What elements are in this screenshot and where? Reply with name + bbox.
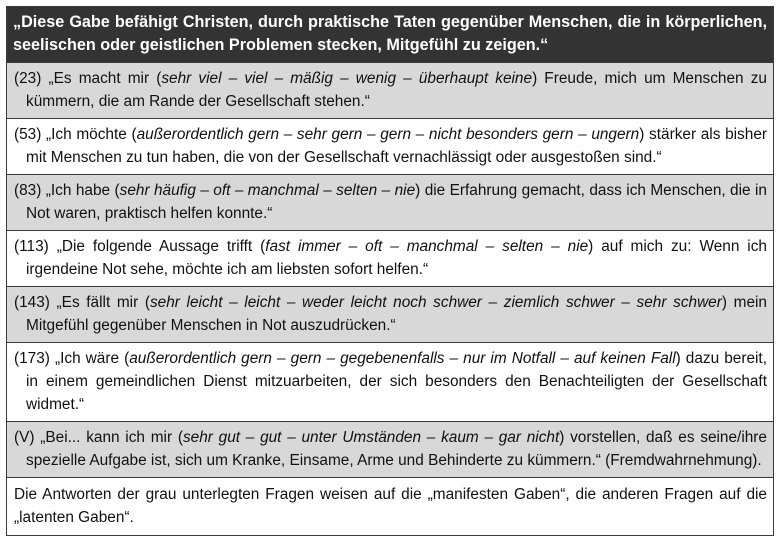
question-row-23 (7, 62, 773, 118)
question-row-83 (7, 174, 773, 230)
question-text (14, 291, 767, 337)
question-text (14, 179, 767, 225)
question-suffix: ) vorstellen, daß es seine/ihre spezielle Aufgabe ist, sich um Kranke, Einsame, Arme und Behinderte zu kümmern.“ (Fremdwahrnehmung). (26, 429, 767, 469)
footnote-text: Die Antworten der grau unterlegten Fragen weisen auf die „manifesten Gaben“, die anderen Fragen auf die „latenten Gaben“. (14, 486, 767, 526)
question-prefix: (53) „Ich möchte ( (14, 126, 137, 143)
answer-scale: außerordentlich gern – sehr gern – gern – nicht besonders gern – ungern (136, 126, 640, 143)
question-text (14, 235, 767, 281)
question-row-173 (7, 342, 773, 421)
questionnaire-table (6, 6, 774, 536)
question-prefix: (V) „Bei... kann ich mir ( (14, 429, 183, 446)
question-row-113 (7, 230, 773, 286)
question-prefix: (173) „Ich wäre ( (14, 350, 130, 367)
question-suffix: ) dazu bereit, in einem gemeindlichen Dienst mitzuarbeiten, der sich besonders den Benachteiligten der Gesellschaft widmet.“ (26, 350, 767, 413)
answer-scale: sehr leicht – leicht – weder leicht noch schwer – ziemlich schwer – sehr schwer (149, 294, 722, 311)
question-row-143 (7, 286, 773, 342)
table-header: „Diese Gabe befähigt Christen, durch praktische Taten gegenüber Menschen, die in körperlichen, seelischen oder geistlichen Problemen stecken, Mitgefühl zu zeigen.“ (7, 7, 773, 62)
question-suffix: ) stärker als bisher mit Menschen zu tun haben, die von der Gesellschaft vernachlässigt oder ausgestoßen sind.“ (26, 126, 767, 166)
question-text (14, 347, 767, 416)
answer-scale: sehr gut – gut – unter Umständen – kaum – gar nicht (182, 429, 560, 446)
question-prefix: (113) „Die folgende Aussage trifft ( (14, 238, 266, 255)
answer-scale: fast immer – oft – manchmal – selten – nie (265, 238, 589, 255)
question-suffix: ) die Erfahrung gemacht, dass ich Menschen, die in Not waren, praktisch helfen konnte.“ (26, 182, 767, 222)
question-text (14, 123, 767, 169)
question-text (14, 426, 767, 472)
question-suffix: ) auf mich zu: Wenn ich irgendeine Not sehe, möchte ich am liebsten sofort helfen.“ (26, 238, 767, 278)
footnote-row (7, 477, 773, 535)
question-suffix: ) mein Mitgefühl gegenüber Menschen in Not auszudrücken.“ (26, 294, 767, 334)
question-row-53 (7, 118, 773, 174)
answer-scale: außerordentlich gern – gern – gegebenenfalls – nur im Notfall – auf keinen Fall (129, 350, 676, 367)
question-prefix: (83) „Ich habe ( (14, 182, 120, 199)
question-prefix: (23) „Es macht mir ( (14, 70, 162, 87)
question-suffix: ) Freude, mich um Menschen zu kümmern, die am Rande der Gesellschaft stehen.“ (26, 70, 767, 110)
answer-scale: sehr viel – viel – mäßig – wenig – überhaupt keine (161, 70, 533, 87)
question-prefix: (143) „Es fällt mir ( (14, 294, 150, 311)
question-text (14, 67, 767, 113)
question-row-v (7, 421, 773, 477)
answer-scale: sehr häufig – oft – manchmal – selten – nie (119, 182, 416, 199)
